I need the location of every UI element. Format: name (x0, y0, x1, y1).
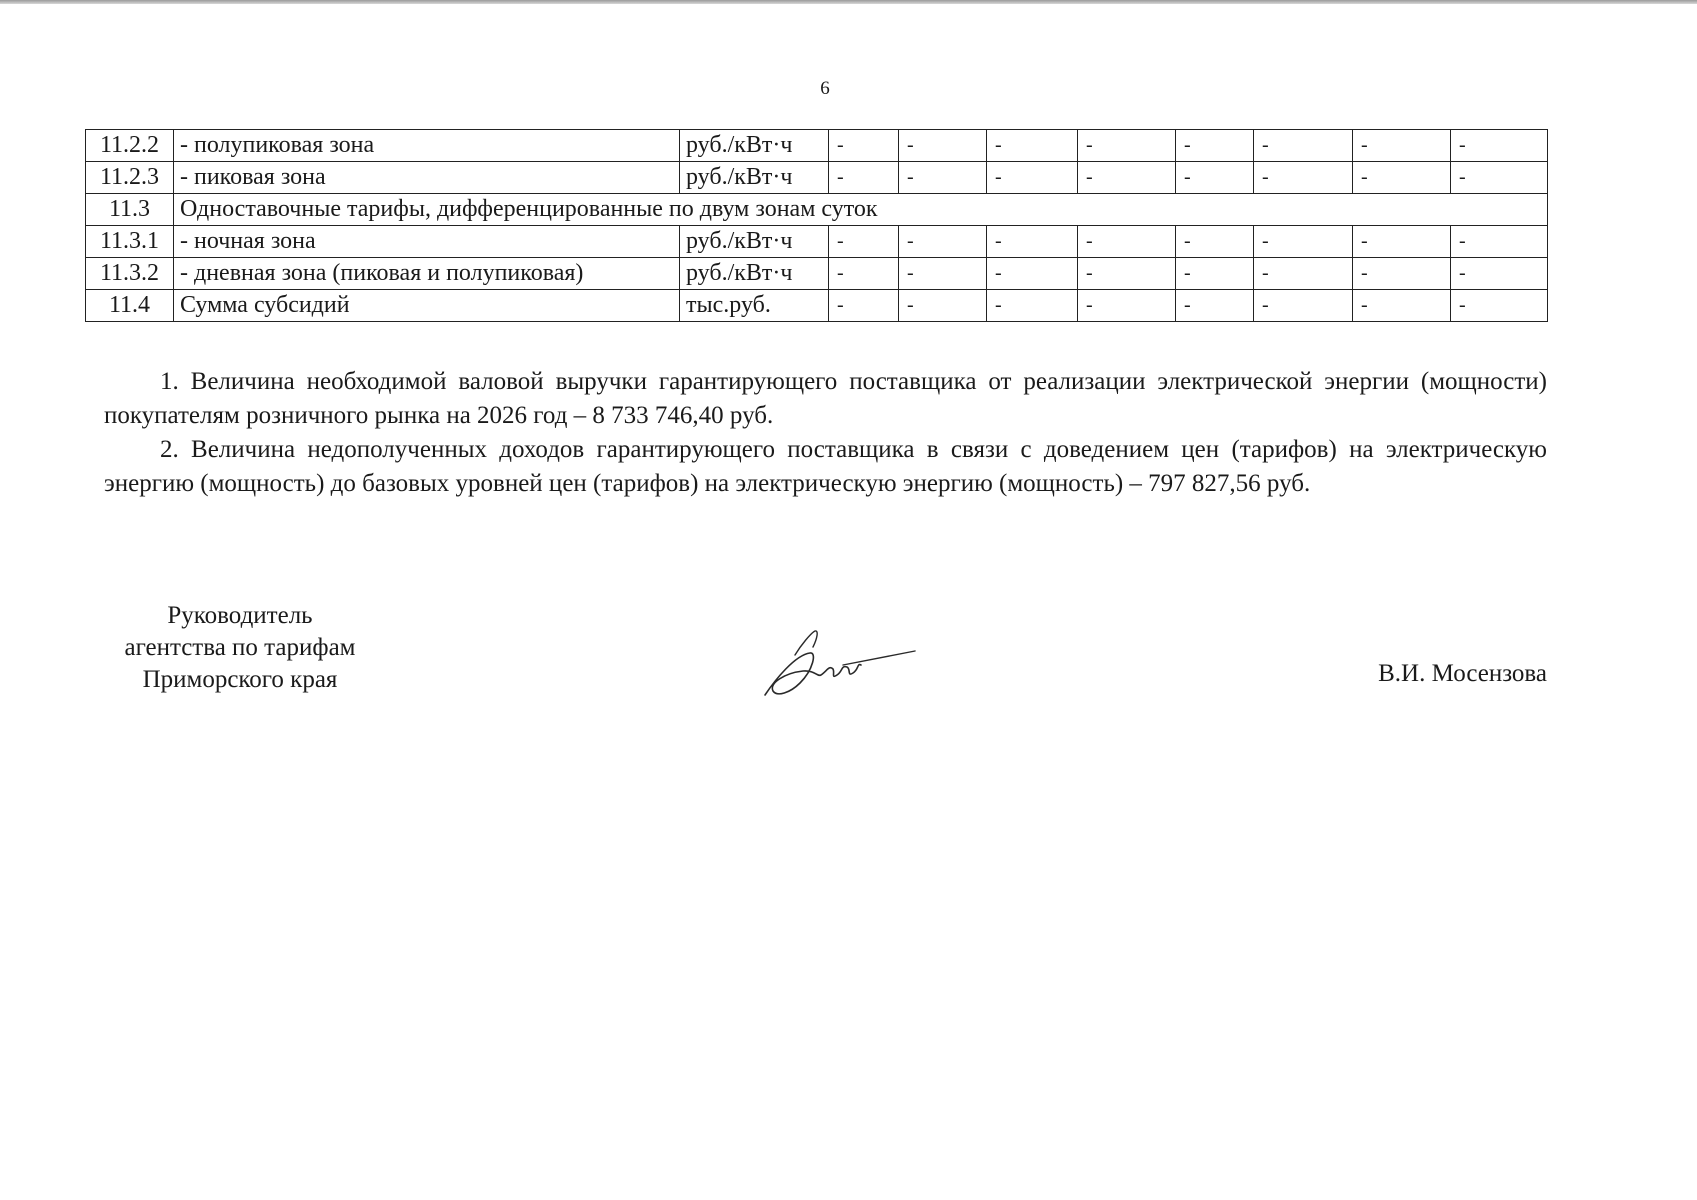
value-cell: - (987, 226, 1078, 258)
row-unit: руб./кВт·ч (680, 258, 829, 290)
row-number: 11.3 (86, 194, 174, 226)
value-cell: - (1451, 290, 1548, 322)
value-cell: - (829, 226, 899, 258)
value-cell: - (1176, 258, 1254, 290)
row-number: 11.2.3 (86, 162, 174, 194)
paragraph-2: 2. Величина недополученных доходов гарантирующего поставщика в связи с доведением цен (тарифов) на электрическую энергию (мощность) до базовых уровней цен (тарифов) на электрическую энергию (мощность) – 797 827,56 руб. (104, 436, 1547, 497)
row-number: 11.4 (86, 290, 174, 322)
value-cell: - (829, 258, 899, 290)
value-cell: - (1451, 130, 1548, 162)
value-cell: - (1451, 258, 1548, 290)
value-cell: - (899, 162, 987, 194)
row-unit: руб./кВт·ч (680, 130, 829, 162)
value-cell: - (1176, 290, 1254, 322)
value-cell: - (1176, 130, 1254, 162)
value-cell: - (1176, 226, 1254, 258)
value-cell: - (1451, 162, 1548, 194)
row-name: Сумма субсидий (174, 290, 680, 322)
value-cell: - (1176, 162, 1254, 194)
table-row (86, 162, 1548, 194)
row-name: - пиковая зона (174, 162, 680, 194)
value-cell: - (1353, 162, 1451, 194)
value-cell: - (829, 130, 899, 162)
value-cell: - (987, 130, 1078, 162)
value-cell: - (987, 258, 1078, 290)
value-cell: - (829, 162, 899, 194)
table-row (86, 130, 1548, 162)
table-row (86, 194, 1548, 226)
table-row (86, 258, 1548, 290)
value-cell: - (1254, 290, 1353, 322)
row-name: - ночная зона (174, 226, 680, 258)
value-cell: - (1353, 130, 1451, 162)
table-body (86, 130, 1548, 322)
table-row (86, 226, 1548, 258)
value-cell: - (1353, 226, 1451, 258)
signer-title (95, 600, 385, 696)
row-unit: руб./кВт·ч (680, 162, 829, 194)
value-cell: - (987, 290, 1078, 322)
value-cell: - (1254, 226, 1353, 258)
row-unit: тыс.руб. (680, 290, 829, 322)
row-name: - дневная зона (пиковая и полупиковая) (174, 258, 680, 290)
value-cell: - (1451, 226, 1548, 258)
value-cell: - (1078, 162, 1176, 194)
value-cell: - (899, 258, 987, 290)
signer-title-line: агентства по тарифам (124, 634, 356, 661)
signer-title-line: Руководитель (167, 602, 313, 629)
value-cell: - (899, 290, 987, 322)
table-row (86, 290, 1548, 322)
paragraph-1: 1. Величина необходимой валовой выручки гарантирующего поставщика от реализации электрической энергии (мощности) покупателям розничного рынка на 2026 год – 8 733 746,40 руб. (104, 368, 1547, 429)
row-number: 11.3.1 (86, 226, 174, 258)
row-unit: руб./кВт·ч (680, 226, 829, 258)
value-cell: - (899, 130, 987, 162)
value-cell: - (1353, 258, 1451, 290)
value-cell: - (987, 162, 1078, 194)
value-cell: - (899, 226, 987, 258)
paragraphs (104, 365, 1547, 501)
value-cell: - (1254, 162, 1353, 194)
scan-edge (0, 0, 1697, 4)
signer-title-line: Приморского края (142, 666, 338, 693)
row-name: - полупиковая зона (174, 130, 680, 162)
handwritten-signature (755, 625, 925, 705)
value-cell: - (1353, 290, 1451, 322)
value-cell: - (1254, 258, 1353, 290)
value-cell: - (1078, 226, 1176, 258)
row-name: Одноставочные тарифы, дифференцированные по двум зонам суток (174, 194, 1548, 226)
value-cell: - (1078, 290, 1176, 322)
value-cell: - (1078, 258, 1176, 290)
page-number: 6 (820, 78, 830, 99)
value-cell: - (829, 290, 899, 322)
row-number: 11.2.2 (86, 130, 174, 162)
value-cell: - (1078, 130, 1176, 162)
value-cell: - (1254, 130, 1353, 162)
row-number: 11.3.2 (86, 258, 174, 290)
signer-name: В.И. Мосензова (1378, 660, 1547, 687)
tariff-table (85, 129, 1548, 322)
